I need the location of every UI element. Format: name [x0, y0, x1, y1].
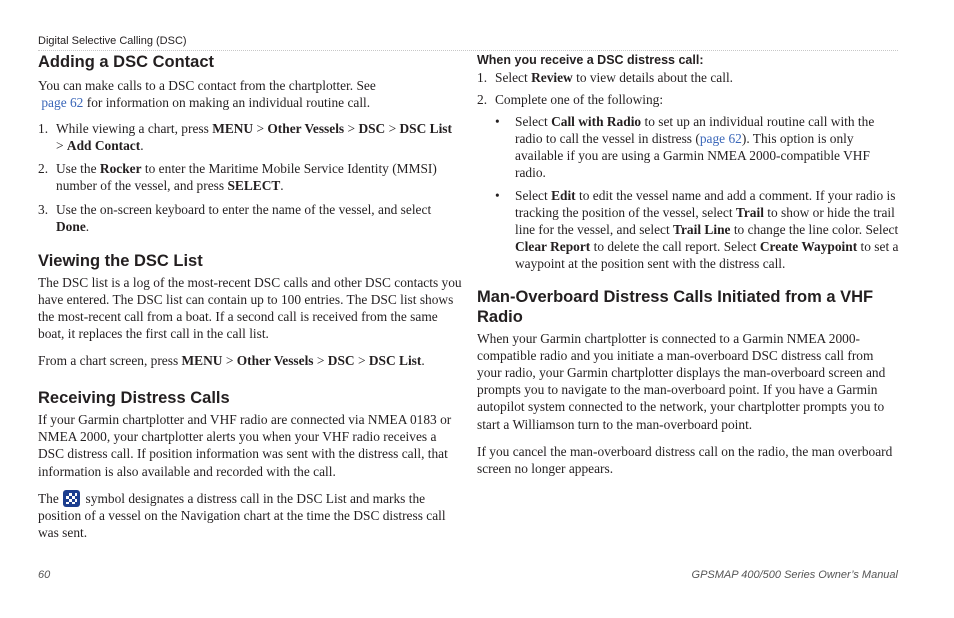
when-steps: [477, 69, 899, 108]
when-step-2: 2. Complete one of the following:: [477, 92, 664, 108]
adding-intro: You can make calls to a DSC contact from the chartplotter. See page 62 for information on making an individual routine call.: [38, 78, 376, 111]
adding-step-3: 3. Use the on-screen keyboard to enter the name of the vessel, and select Done.: [38, 201, 432, 234]
option-edit: • Select Edit to edit the vessel name and add a comment. If your radio is tracking the position of the vessel, select Trail to show or hide the trail line for the vessel, and select Trail Line to change the line color. Select Clear Report to delete the call report. Select Create Waypoint to set a waypoint at the position sent with the distress call.: [495, 187, 899, 271]
when-options: [477, 113, 899, 272]
manual-title: GPSMAP 400/500 Series Owner’s Manual: [691, 569, 898, 581]
receiving-para-2: The symbol designates a distress call in the DSC List and marks the position of a vessel on the Navigation chart at the time the DSC distress call was sent.: [38, 490, 446, 540]
right-column: [477, 52, 899, 477]
heading-viewing-dsc-list: Viewing the DSC List: [38, 251, 203, 270]
receiving-para-1: If your Garmin chartplotter and VHF radio are connected via NMEA 0183 or NMEA 2000, your chartplotter alerts you when your VHF radio receives a DSC distress call. If position information was sent with the distress call, that information is also available and recorded with the call.: [38, 412, 452, 479]
heading-adding-dsc-contact: Adding a DSC Contact: [38, 53, 214, 71]
running-head: Digital Selective Calling (DSC): [38, 34, 898, 51]
page-number: 60: [38, 569, 51, 581]
viewing-para-1: The DSC list is a log of the most-recent DSC calls and other DSC contacts you have entered. The DSC list can contain up to 100 entries. The DSC list shows the most-recent call from a boat. If a second call is received from the same boat, it replaces the first call in the call list.: [38, 274, 462, 342]
heading-when-receive-distress-call: When you receive a DSC distress call:: [477, 53, 704, 67]
heading-receiving-distress-calls: Receiving Distress Calls: [38, 389, 230, 408]
adding-step-2: 2. Use the Rocker to enter the Maritime Mobile Service Identity (MMSI) number of the vessel, and press SELECT.: [38, 161, 437, 194]
mob-para-2: If you cancel the man-overboard distress call on the radio, the man overboard screen no longer appears.: [477, 443, 893, 476]
heading-man-overboard-distress-calls: Man-Overboard Distress Calls Initiated from a VHF Radio: [477, 288, 874, 327]
viewing-para-2: From a chart screen, press MENU > Other Vessels > DSC > DSC List.: [38, 353, 425, 369]
adding-step-1: 1. While viewing a chart, press MENU > Other Vessels > DSC > DSC List > Add Contact.: [38, 121, 452, 154]
page-62-link[interactable]: page 62: [41, 95, 84, 111]
adding-steps: [38, 120, 463, 235]
dsc-distress-icon: [63, 490, 80, 507]
left-column: [38, 52, 463, 541]
page-62-link[interactable]: page 62: [699, 131, 742, 147]
option-call-with-radio: • Select Call with Radio to set up an individual routine call with the radio to call the vessel in distress (page 62). This option is only available if you are using a Garmin NMEA 2000-compatible VHF radio.: [495, 114, 875, 181]
when-step-1: 1. Select Review to view details about the call.: [477, 70, 734, 85]
mob-para-1: When your Garmin chartplotter is connected to a Garmin NMEA 2000-compatible radio and you initiate a man-overboard DSC distress call from your radio, your Garmin chartplotter displays the man-overboard screen and prompts you to navigate to the man-overboard point. If you have a Garmin autopilot system connected to the network, your chartplotter prompts you to start a Williamson turn to the man-overboard point.: [477, 331, 886, 432]
